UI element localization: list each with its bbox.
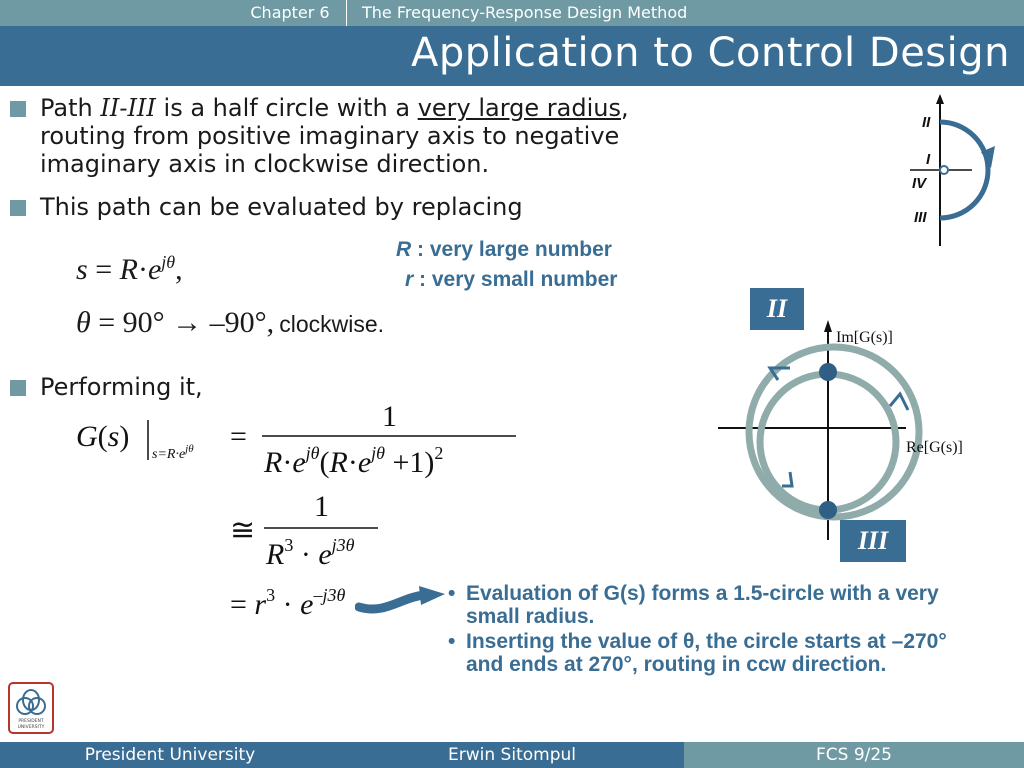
contour-label-II: II	[922, 114, 931, 131]
pointer-arrow	[355, 585, 450, 625]
nyquist-contour-diagram	[900, 94, 1010, 254]
chapter-bar	[0, 0, 1024, 26]
chapter-subtitle: The Frequency-Response Design Method	[362, 3, 688, 22]
r-symbol: r	[405, 268, 414, 291]
footer	[0, 742, 1024, 768]
bullet-replacing: This path can be evaluated by replacing	[40, 193, 523, 221]
badge-II: II	[750, 288, 804, 330]
logo-text-1: PRESIDENT	[18, 719, 44, 724]
svg-text:= r3 · e–j3θ: = $r^3 \cdot e^-j3\theta$	[230, 585, 346, 621]
note-item: • Evaluation of G(s) forms a 1.5-circle with a very small radius.	[446, 582, 986, 628]
angle-range-equation: θ = 90° → –90°, clockwise.	[76, 306, 385, 339]
svg-text:=: =	[230, 420, 247, 453]
nyquist-plot	[710, 318, 990, 548]
bullet-marker	[10, 380, 26, 396]
bullet-text: ,	[621, 94, 629, 122]
bullet-text: routing from positive imaginary axis to negative	[40, 122, 620, 150]
svg-text:1: 1	[314, 490, 329, 523]
evaluation-notes	[446, 582, 986, 676]
contour-label-IV: IV	[912, 175, 927, 192]
substitution-equation: $s = R\cdot e^{j\theta}$,	[76, 252, 183, 286]
bullet-text: imaginary axis in clockwise direction.	[40, 150, 490, 178]
path-name: II-III	[100, 94, 156, 122]
badge-III: III	[840, 520, 906, 562]
chapter-label: Chapter 6	[234, 0, 347, 26]
underlined-phrase: very large radius	[417, 94, 621, 122]
real-axis-label: Re[G(s)]	[906, 439, 963, 456]
clockwise-label: clockwise.	[279, 311, 385, 337]
svg-text:R3 · ej3θ: $R^3 \cdot e^{j3\theta}$	[266, 535, 355, 571]
R-text: : very large number	[417, 238, 612, 261]
bullet-text: Path	[40, 94, 93, 122]
svg-text:G(s): G(s)	[76, 420, 130, 453]
svg-text:≅: ≅	[230, 514, 256, 547]
bullet-marker	[10, 200, 26, 216]
bullet-path-description	[40, 94, 840, 178]
r-text: : very small number	[419, 268, 618, 291]
footer-university: President University	[0, 742, 340, 768]
svg-text:R·ejθ(R·ejθ +1)2: $R\cdot e^{j\theta}(R\cdot e^{j\theta} +1)^2$	[264, 443, 444, 479]
slide-title: Application to Control Design	[411, 30, 1010, 76]
R-symbol: R	[396, 238, 412, 261]
footer-author: Erwin Sitompul	[340, 742, 684, 768]
imag-axis-label: Im[G(s)]	[836, 329, 893, 346]
bullet-text: is a half circle with a	[163, 94, 411, 122]
university-logo	[8, 682, 54, 734]
svg-text:1: 1	[382, 400, 397, 433]
bullet-performing: Performing it,	[40, 373, 203, 401]
title-bar	[0, 26, 1024, 86]
svg-text:s=R·ejθ: $s=R\cdot e^{j\theta}$	[152, 443, 194, 462]
logo-text-2: UNIVERSITY	[17, 725, 45, 730]
note-item: • Inserting the value of θ, the circle starts at –270° and ends at 270°, routing in ccw direction.	[446, 630, 986, 676]
footer-page: FCS 9/25	[684, 742, 1024, 768]
contour-label-III: III	[914, 209, 927, 226]
bullet-marker	[10, 101, 26, 117]
R-definition	[396, 238, 612, 262]
contour-label-I: I	[926, 151, 931, 168]
r-definition	[405, 268, 617, 292]
